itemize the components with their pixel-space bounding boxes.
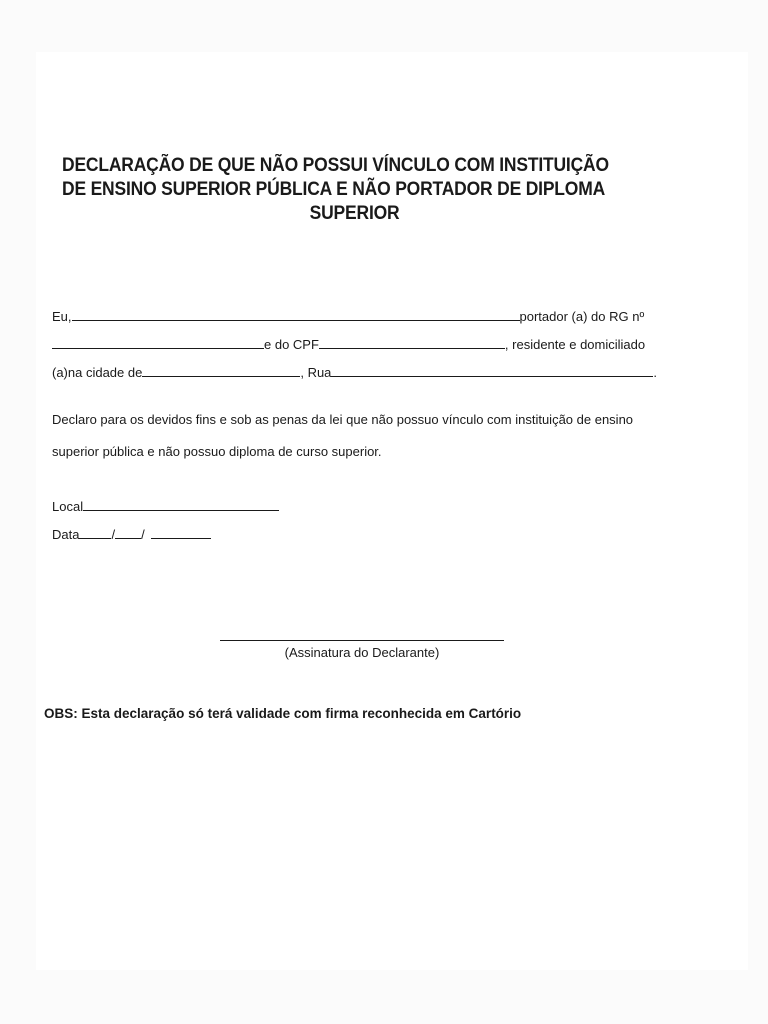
declaration-text — [52, 404, 692, 468]
cpf-blank[interactable] — [319, 334, 505, 349]
local-row — [52, 496, 279, 524]
name-row — [52, 306, 692, 334]
date-separator-2: / — [141, 527, 145, 542]
cidade-label: (a)na cidade de — [52, 365, 143, 380]
month-blank[interactable] — [115, 524, 141, 539]
signature-block — [220, 640, 504, 660]
date-row — [52, 524, 279, 552]
day-blank[interactable] — [79, 524, 111, 539]
title-line-1: DECLARAÇÃO DE QUE NÃO POSSUI VÍNCULO COM INSTITUIÇÃO — [62, 155, 609, 176]
title-line-3: SUPERIOR — [309, 203, 400, 224]
rg-cpf-row — [52, 334, 692, 362]
rua-label: , Rua — [300, 365, 332, 380]
document-title — [62, 154, 629, 226]
cpf-label: e do CPF — [264, 337, 319, 352]
local-blank[interactable] — [83, 496, 279, 511]
obs-note: OBS: Esta declaração só terá validade com firma reconhecida em Cartório — [44, 706, 522, 721]
local-date-block — [52, 496, 279, 552]
declaration-line-2: superior pública e não possuo diploma de curso superior. — [52, 444, 382, 459]
name-blank[interactable] — [72, 306, 520, 321]
eu-label: Eu, — [52, 309, 72, 324]
cidade-blank[interactable] — [142, 362, 300, 377]
rua-blank[interactable] — [331, 362, 653, 377]
signature-label: (Assinatura do Declarante) — [284, 645, 440, 660]
identification-fields — [52, 306, 692, 390]
data-label: Data — [52, 527, 80, 542]
period: . — [653, 365, 658, 380]
portador-label: portador (a) do RG nº — [519, 309, 645, 324]
year-blank[interactable] — [151, 524, 211, 539]
declaration-line-1: Declaro para os devidos fins e sob as penas da lei que não possuo vínculo com instituição de ensino — [52, 412, 634, 427]
rg-blank[interactable] — [52, 334, 264, 349]
date-separator-1: / — [111, 527, 116, 542]
residente-label: , residente e domiciliado — [504, 337, 646, 352]
title-line-2: DE ENSINO SUPERIOR PÚBLICA E NÃO PORTADOR DE DIPLOMA — [62, 179, 606, 200]
address-row — [52, 362, 692, 390]
local-label: Local — [52, 499, 84, 514]
